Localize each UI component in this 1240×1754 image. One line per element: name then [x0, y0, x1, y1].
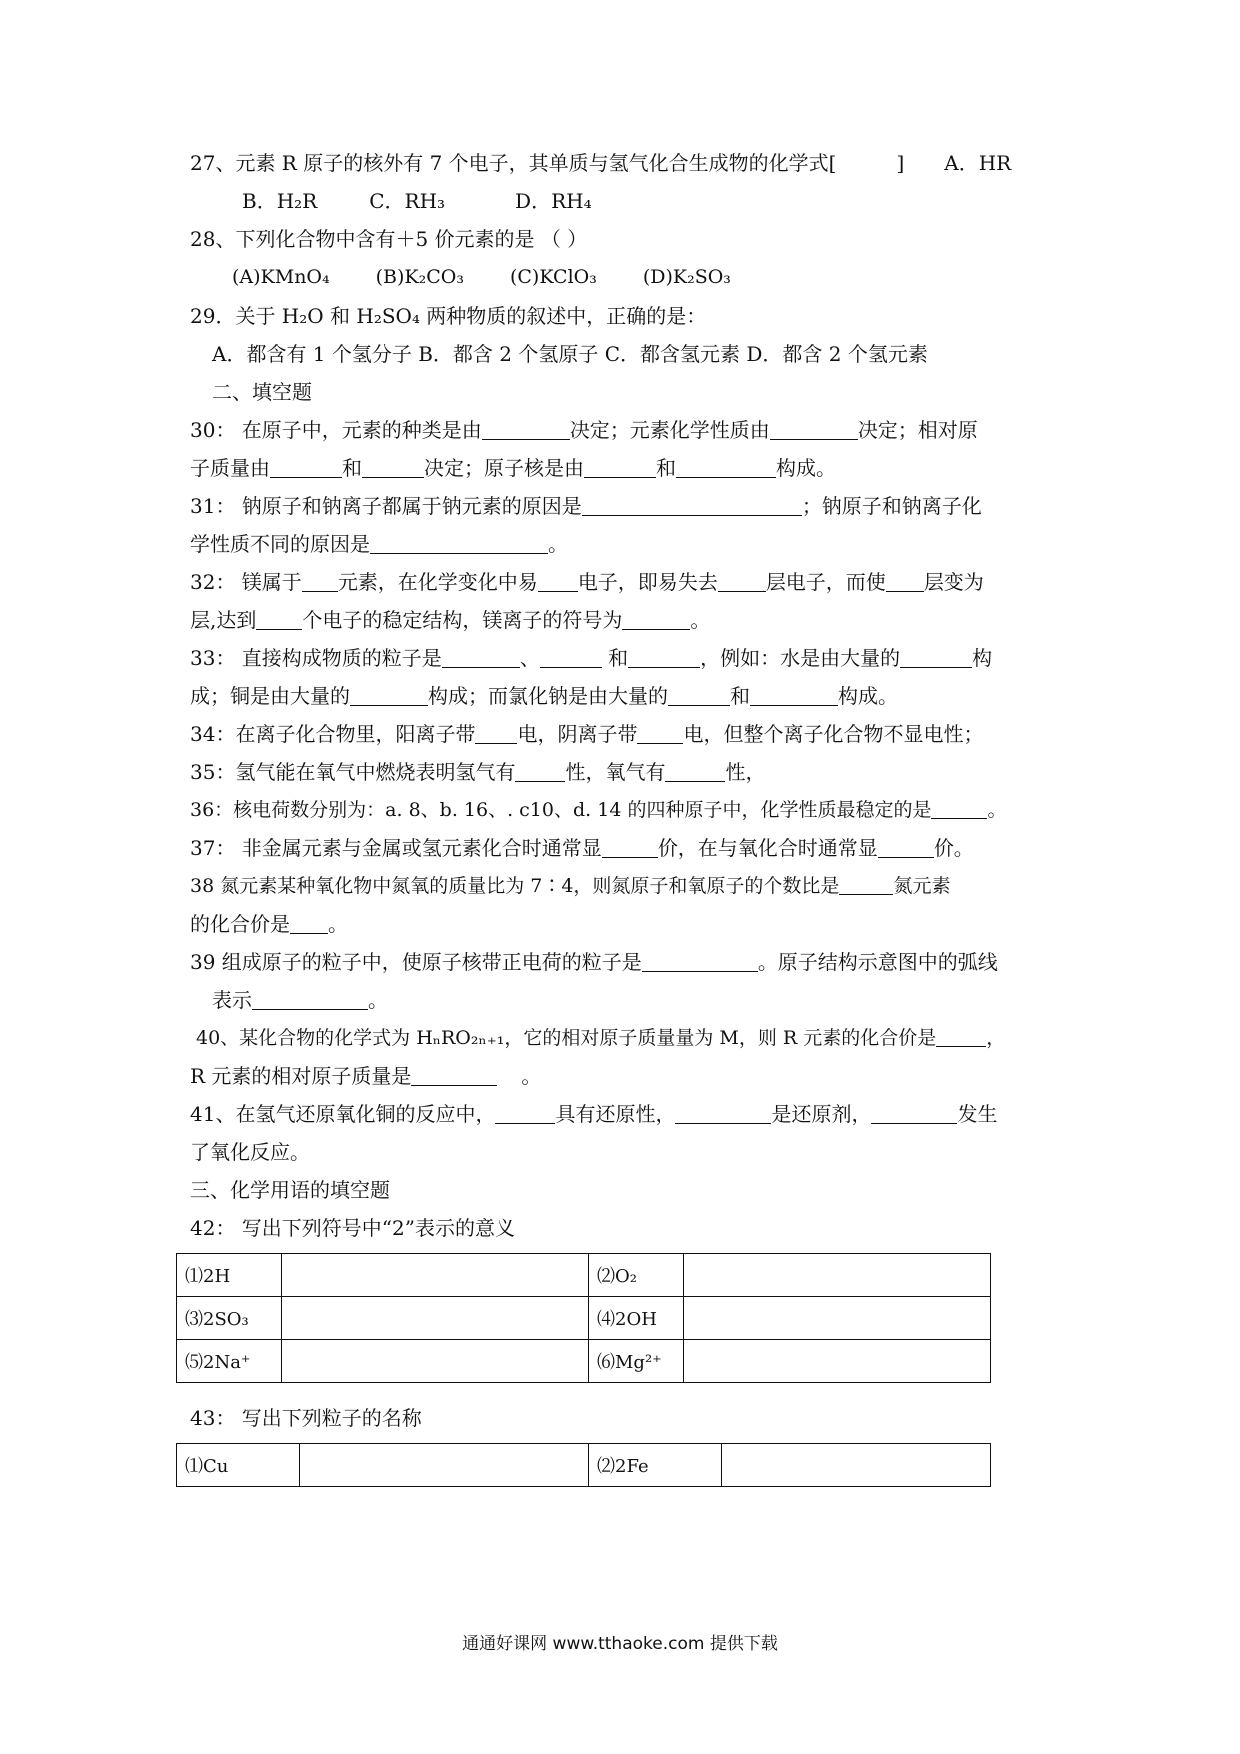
q37-text-b: 价，在与氧化合时通常显: [657, 836, 878, 860]
q34-text-b: 电，阴离子带: [517, 722, 638, 746]
q39-text-c: 表示: [212, 988, 252, 1012]
q37-blank-2[interactable]: [878, 837, 934, 858]
q31-text-a: 31： 钠原子和钠离子都属于钠元素的原因是: [190, 494, 582, 518]
q31-line1: [190, 493, 982, 519]
q36-line: [190, 797, 1006, 823]
q41-text-b: 具有还原性，: [555, 1102, 676, 1126]
q39-line1: [190, 949, 998, 975]
q39-blank-1[interactable]: [642, 951, 758, 972]
q30-blank-5[interactable]: [584, 457, 656, 478]
q30-line2: [190, 455, 836, 481]
q32-text-h: 。: [690, 608, 711, 632]
q38-line1: [190, 873, 950, 899]
q33-line1: [190, 645, 992, 671]
q43-answer-2[interactable]: [722, 1444, 991, 1487]
q28-options: [232, 264, 731, 290]
q30-text-c: 决定；相对原: [857, 418, 978, 442]
q34-blank-1[interactable]: [475, 723, 517, 744]
q27-line1: [190, 150, 1011, 176]
q43-symbol-1: ⑴Cu: [177, 1444, 300, 1487]
q29-options: A．都含有 1 个氢分子 B．都含 2 个氢原子 C．都含氢元素 D．都含 2 个氢元素: [212, 342, 928, 366]
q38-blank-2[interactable]: [290, 913, 328, 934]
q27-option-d: D．RH₄: [515, 189, 592, 213]
q34-text-a: 34：在离子化合物里，阳离子带: [190, 722, 476, 746]
q33-line2: [190, 683, 898, 709]
q39-text-d: 。: [368, 988, 388, 1012]
q38-text-d: 。: [328, 912, 348, 936]
q27-option-c: C．RH₃: [369, 189, 446, 213]
q37-blank-1[interactable]: [602, 837, 658, 858]
section-3-heading: 三、化学用语的填空题: [190, 1178, 390, 1202]
q33-text-e: 构: [972, 646, 993, 670]
q38-line2: [190, 911, 348, 937]
q35-text-c: 性，: [725, 760, 766, 784]
table-row: [177, 1254, 991, 1297]
q33-blank-1[interactable]: [442, 647, 520, 668]
q41-text-c: 是还原剂，: [771, 1102, 872, 1126]
q32-text-a: 32： 镁属于: [190, 570, 302, 594]
q42-symbol-2: ⑵O₂: [589, 1254, 684, 1297]
q32-blank-6[interactable]: [622, 609, 690, 630]
q39-text-b: 。原子结构示意图中的弧线: [757, 950, 998, 974]
q42-symbol-6: ⑹Mg²⁺: [589, 1340, 684, 1383]
section-2-heading: 二、填空题: [212, 380, 312, 404]
q42-symbol-1: ⑴2H: [177, 1254, 282, 1297]
q33-text-h: 和: [730, 684, 750, 708]
q30-text-f: 决定；原子核是由: [424, 456, 584, 480]
q42-stem: 42： 写出下列符号中“2”表示的意义: [190, 1216, 515, 1240]
q33-blank-4[interactable]: [900, 647, 972, 668]
q41-blank-2[interactable]: [675, 1103, 771, 1124]
q42-symbol-3: ⑶2SO₃: [177, 1297, 282, 1340]
q33-text-b: 、: [519, 646, 540, 670]
q32-blank-3[interactable]: [718, 571, 766, 592]
q39-blank-2[interactable]: [252, 989, 368, 1010]
q35-line: [190, 759, 765, 785]
q41-text-d: 发生: [957, 1102, 998, 1126]
table-row: [177, 1297, 991, 1340]
q30-blank-1[interactable]: [482, 419, 570, 440]
q35-blank-1[interactable]: [515, 761, 565, 782]
q34-text-c: 电，但整个离子化合物不显电性；: [683, 722, 984, 746]
q28-option-d: (D)K₂SO₃: [642, 266, 731, 288]
q36-text-b: 。: [987, 799, 1007, 821]
q33-text-a: 33： 直接构成物质的粒子是: [190, 646, 442, 670]
q41-blank-3[interactable]: [871, 1103, 957, 1124]
q40-text-a: 40、某化合物的化学式为 HₙRO₂ₙ₊₁，它的相对原子质量量为 M，则 R 元素的化合价是: [196, 1027, 937, 1049]
q31-line2: [190, 531, 568, 557]
q43-table: [176, 1443, 991, 1487]
q41-line1: [190, 1101, 997, 1127]
q38-blank-1[interactable]: [839, 874, 893, 895]
q40-text-b: ，: [986, 1027, 1006, 1049]
q31-text-b: ；钠原子和钠离子化: [801, 494, 982, 518]
q30-text-d: 子质量由: [190, 456, 270, 480]
q32-text-c: 电子，即易失去: [577, 570, 718, 594]
q34-blank-2[interactable]: [637, 723, 683, 744]
q32-blank-4[interactable]: [886, 571, 924, 592]
q35-text-b: 性，氧气有: [565, 760, 666, 784]
q30-text-e: 和: [342, 456, 362, 480]
q31-text-d: 。: [548, 532, 568, 556]
q32-text-f: 层,达到: [190, 608, 257, 632]
q32-line1: [190, 569, 984, 595]
q33-text-d: ，例如：水是由大量的: [700, 646, 901, 670]
q40-line1: [196, 1025, 1005, 1051]
q43-answer-1[interactable]: [300, 1444, 589, 1487]
q31-blank-2[interactable]: [370, 533, 548, 554]
q42-answer-2[interactable]: [684, 1254, 991, 1297]
q32-blank-1[interactable]: [302, 571, 338, 592]
q41-blank-1[interactable]: [495, 1103, 555, 1124]
q37-text-c: 价。: [933, 836, 974, 860]
q33-text-c: 和: [601, 646, 629, 670]
q42-symbol-5: ⑸2Na⁺: [177, 1340, 282, 1383]
q33-blank-2[interactable]: [540, 647, 602, 668]
q42-answer-6[interactable]: [684, 1340, 991, 1383]
q40-text-c: R 元素的相对原子质量是: [190, 1064, 412, 1088]
q40-text-d: 。: [521, 1064, 542, 1088]
q31-blank-1[interactable]: [582, 495, 802, 516]
q30-blank-6[interactable]: [676, 457, 776, 478]
q36-blank-1[interactable]: [931, 798, 987, 819]
q28-option-a: (A)KMnO₄: [232, 266, 330, 288]
q33-blank-5[interactable]: [350, 685, 428, 706]
q38-text-b: 氮元素: [893, 875, 951, 897]
q41-text-a: 41、在氢气还原氧化铜的反应中，: [190, 1102, 496, 1126]
q32-text-d: 层电子，而使: [765, 570, 886, 594]
q40-blank-2[interactable]: [411, 1065, 497, 1086]
q32-text-b: 元素，在化学变化中易: [337, 570, 538, 594]
q43-symbol-2: ⑵2Fe: [589, 1444, 722, 1487]
q30-text-a: 30： 在原子中，元素的种类是由: [190, 418, 482, 442]
q27-stem: 27、元素 R 原子的核外有 7 个电子，其单质与氢气化合生成物的化学式[: [190, 151, 837, 175]
q30-line1: [190, 417, 978, 443]
q42-symbol-4: ⑷2OH: [589, 1297, 684, 1340]
q30-text-g: 和: [656, 456, 676, 480]
page-footer: 通通好课网 www.tthaoke.com 提供下载: [462, 1634, 778, 1654]
q35-blank-2[interactable]: [665, 761, 725, 782]
q30-blank-4[interactable]: [362, 457, 424, 478]
q33-blank-7[interactable]: [750, 685, 838, 706]
q30-text-b: 决定；元素化学性质由: [569, 418, 770, 442]
table-row: [177, 1444, 991, 1487]
q35-text-a: 35：氢气能在氧气中燃烧表明氢气有: [190, 760, 516, 784]
q28-option-c: (C)KClO₃: [509, 266, 597, 288]
q32-blank-2[interactable]: [538, 571, 578, 592]
q33-blank-6[interactable]: [668, 685, 730, 706]
q28-stem: 28、下列化合物中含有＋5 价元素的是 （ ）: [190, 227, 588, 251]
q33-text-i: 构成。: [838, 684, 898, 708]
q27-option-b: B．H₂R: [242, 189, 318, 213]
q27-options: [242, 188, 592, 214]
table-row: [177, 1340, 991, 1383]
q39-text-a: 39 组成原子的粒子中，使原子核带正电荷的粒子是: [190, 950, 642, 974]
q34-line: [190, 721, 983, 747]
q37-line: [190, 835, 974, 861]
q36-text-a: 36：核电荷数分别为：a. 8、b. 16、. c10、d. 14 的四种原子中，化学性质最稳定的是: [190, 799, 932, 821]
q32-line2: [190, 607, 710, 633]
q42-answer-1[interactable]: [282, 1254, 589, 1297]
q32-text-e: 层变为: [923, 570, 984, 594]
q32-text-g: 个电子的稳定结构，镁离子的符号为: [302, 608, 623, 632]
q43-stem: 43： 写出下列粒子的名称: [190, 1406, 422, 1430]
q42-answer-5[interactable]: [282, 1340, 589, 1383]
q27-bracket-close: ]: [896, 151, 905, 175]
q30-blank-3[interactable]: [270, 457, 342, 478]
q32-blank-5[interactable]: [256, 609, 302, 630]
q33-blank-3[interactable]: [628, 647, 700, 668]
q29-stem: 29．关于 H₂O 和 H₂SO₄ 两种物质的叙述中，正确的是：: [190, 304, 707, 328]
q33-text-g: 构成；而氯化钠是由大量的: [428, 684, 668, 708]
q40-blank-1[interactable]: [936, 1026, 986, 1047]
q38-text-c: 的化合价是: [190, 912, 290, 936]
q39-line2: [212, 987, 388, 1013]
q37-text-a: 37： 非金属元素与金属或氢元素化合时通常显: [190, 836, 602, 860]
q27-option-a: A．HR: [944, 151, 1012, 175]
q31-text-c: 学性质不同的原因是: [190, 532, 370, 556]
q30-text-h: 构成。: [776, 456, 836, 480]
q38-text-a: 38 氮元素某种氧化物中氮氧的质量比为 7∶4，则氮原子和氧原子的个数比是: [190, 875, 840, 897]
q40-line2: [190, 1063, 541, 1089]
q30-blank-2[interactable]: [770, 419, 858, 440]
q41-line2: 了氧化反应。: [190, 1140, 310, 1164]
q42-answer-4[interactable]: [684, 1297, 991, 1340]
q33-text-f: 成；铜是由大量的: [190, 684, 350, 708]
q42-answer-3[interactable]: [282, 1297, 589, 1340]
q28-option-b: (B)K₂CO₃: [375, 266, 464, 288]
q42-table: [176, 1253, 991, 1383]
